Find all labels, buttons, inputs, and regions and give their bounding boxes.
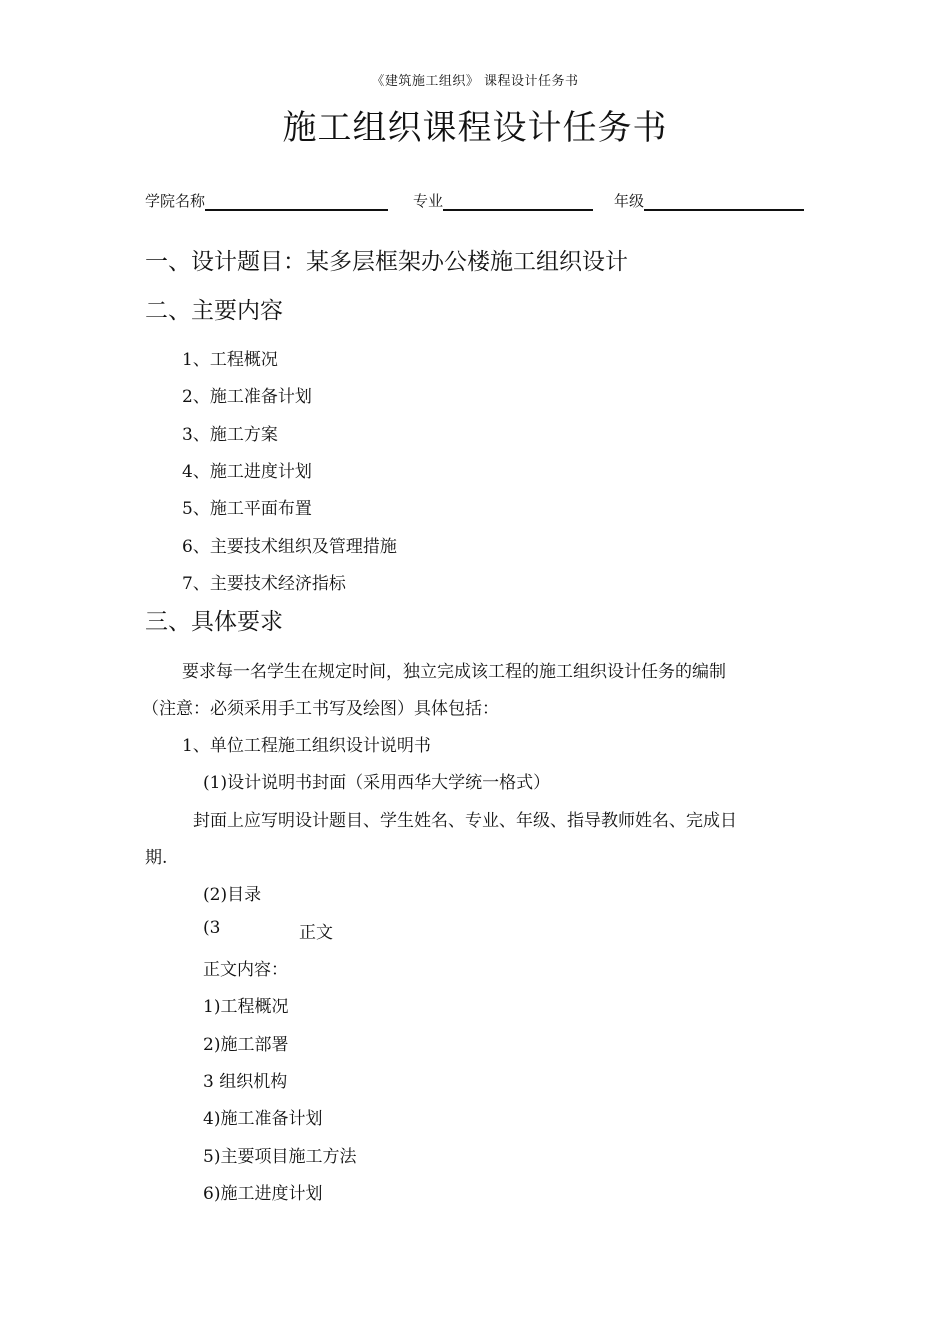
list-item: 3 组织机构 [203,1072,288,1092]
sub-item-body-label: 正文 [299,923,333,943]
requirement-item: 1、单位工程施工组织设计说明书 [182,736,431,756]
grade-field[interactable] [614,190,804,211]
list-item: 6、主要技术组织及管理措施 [182,537,397,557]
list-item: 1)工程概况 [203,997,289,1017]
major-label: 专业 [413,192,444,210]
major-blank-line[interactable] [443,191,593,211]
list-item: 4、施工进度计划 [182,462,312,482]
grade-label: 年级 [614,192,645,210]
sub-item-toc: (2)目录 [203,885,262,905]
list-item: 3、施工方案 [182,425,278,445]
section-design-topic: 一、设计题目：某多层框架办公楼施工组织设计 [145,249,628,275]
college-label: 学院名称 [145,192,206,210]
page-header: 《建筑施工组织》 课程设计任务书 [371,74,579,89]
list-item: 4)施工准备计划 [203,1109,323,1129]
requirements-paragraph-line2: （注意：必须采用手工书写及绘图）具体包括： [142,699,499,719]
list-item: 2、施工准备计划 [182,387,312,407]
college-field[interactable] [145,190,388,211]
body-content-label: 正文内容： [203,960,288,980]
sub-item-body-number: (3 [203,918,221,938]
college-blank-line[interactable] [205,191,388,211]
requirements-paragraph-line1: 要求每一名学生在规定时间，独立完成该工程的施工组织设计任务的编制 [182,662,726,682]
document-title: 施工组织课程设计任务书 [282,108,668,148]
grade-blank-line[interactable] [644,191,804,211]
list-item: 6)施工进度计划 [203,1184,323,1204]
info-field-row [145,190,810,216]
cover-paragraph-line2: 期. [145,848,168,868]
list-item: 2)施工部署 [203,1035,289,1055]
section-main-content: 二、主要内容 [145,298,283,324]
list-item: 5)主要项目施工方法 [203,1147,357,1167]
list-item: 7、主要技术经济指标 [182,574,346,594]
list-item: 5、施工平面布置 [182,499,312,519]
list-item: 1、工程概况 [182,350,278,370]
sub-item-cover: (1)设计说明书封面（采用西华大学统一格式） [203,773,551,793]
cover-paragraph-line1: 封面上应写明设计题目、学生姓名、专业、年级、指导教师姓名、完成日 [193,811,737,831]
section-requirements: 三、具体要求 [145,609,283,635]
major-field[interactable] [413,190,593,211]
